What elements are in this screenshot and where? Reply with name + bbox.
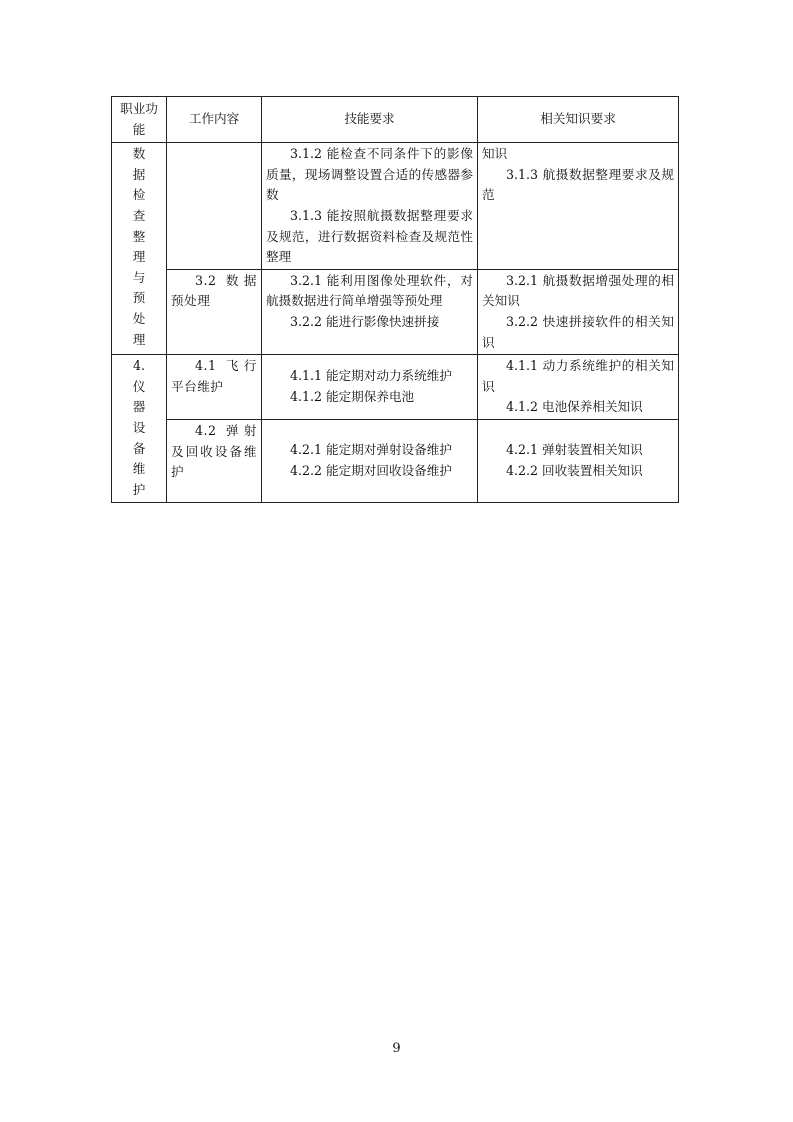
skill-item: 3.2.1 能利用图像处理软件，对航摄数据进行简单增强等预处理 xyxy=(266,272,473,309)
work-content-cell xyxy=(167,355,262,420)
function-char: 整 xyxy=(132,228,146,244)
occupational-standard-table xyxy=(111,96,679,503)
skill-item: 3.1.3 能按照航摄数据整理要求及规范，进行数据资料检查及规范性整理 xyxy=(266,207,473,265)
knowledge-item: 4.2.1 弹射装置相关知识 xyxy=(505,442,643,458)
work-content-cell xyxy=(167,269,262,354)
knowledge-item: 4.2.2 回收装置相关知识 xyxy=(505,462,643,478)
work-content-cell xyxy=(167,419,262,502)
knowledge-item: 3.2.2 快速拼接软件的相关知识 xyxy=(482,313,674,350)
knowledge-cell xyxy=(478,355,679,420)
function-char: 预 xyxy=(132,290,146,306)
work-content-text: 4.2 弹射及回收设备维护 xyxy=(171,422,257,480)
table-row xyxy=(112,419,679,502)
skills-cell xyxy=(262,143,478,270)
function-char: 理 xyxy=(132,249,146,265)
function-char: 理 xyxy=(132,331,146,347)
function-char: 数 xyxy=(132,146,146,162)
skill-item: 4.1.1 能定期对动力系统维护 xyxy=(289,368,452,384)
function-char: 仪 xyxy=(132,378,146,394)
function-char: 器 xyxy=(132,399,146,415)
knowledge-item: 知识 xyxy=(482,146,508,162)
page-number: 9 xyxy=(392,1041,401,1056)
knowledge-cell xyxy=(478,419,679,502)
skill-item: 3.1.2 能检查不同条件下的影像质量，现场调整设置合适的传感器参数 xyxy=(266,146,473,203)
knowledge-cell xyxy=(478,269,679,354)
function-char: 护 xyxy=(132,481,146,497)
table-row xyxy=(112,355,679,420)
function-cell-data-processing xyxy=(112,143,167,355)
table-row xyxy=(112,143,679,270)
skills-cell xyxy=(262,355,478,420)
knowledge-cell xyxy=(478,143,679,270)
table-row xyxy=(112,269,679,354)
function-cell-equipment-maintenance xyxy=(112,355,167,503)
knowledge-item: 3.1.3 航摄数据整理要求及规范 xyxy=(482,166,674,203)
skills-cell xyxy=(262,269,478,354)
work-content-text: 4.1 飞行平台维护 xyxy=(171,358,257,394)
function-char: 备 xyxy=(132,440,146,456)
function-char: 处 xyxy=(132,310,146,326)
skills-cell xyxy=(262,419,478,502)
table-header-row xyxy=(112,97,679,143)
function-char: 设 xyxy=(132,419,146,435)
header-skills: 技能要求 xyxy=(262,97,478,143)
knowledge-item: 3.2.1 航摄数据增强处理的相关知识 xyxy=(482,272,674,309)
function-char: 维 xyxy=(132,461,146,477)
work-content-text: 3.2 数据预处理 xyxy=(171,272,257,309)
function-char: 查 xyxy=(132,207,146,223)
skill-item: 4.2.2 能定期对回收设备维护 xyxy=(289,462,452,478)
knowledge-item: 4.1.1 动力系统维护的相关知识 xyxy=(482,358,674,394)
function-char: 据 xyxy=(132,166,146,182)
skill-item: 4.2.1 能定期对弹射设备维护 xyxy=(289,442,452,458)
skill-item: 3.2.2 能进行影像快速拼接 xyxy=(289,313,440,329)
knowledge-item: 4.1.2 电池保养相关知识 xyxy=(505,399,643,415)
header-work-content: 工作内容 xyxy=(167,97,262,143)
work-content-cell xyxy=(167,143,262,270)
header-function: 职业功能 xyxy=(112,97,167,143)
function-char: 检 xyxy=(132,187,146,203)
header-knowledge: 相关知识要求 xyxy=(478,97,679,143)
skill-item: 4.1.2 能定期保养电池 xyxy=(289,389,415,405)
function-char: 4. xyxy=(132,358,146,374)
function-char: 与 xyxy=(132,269,146,285)
